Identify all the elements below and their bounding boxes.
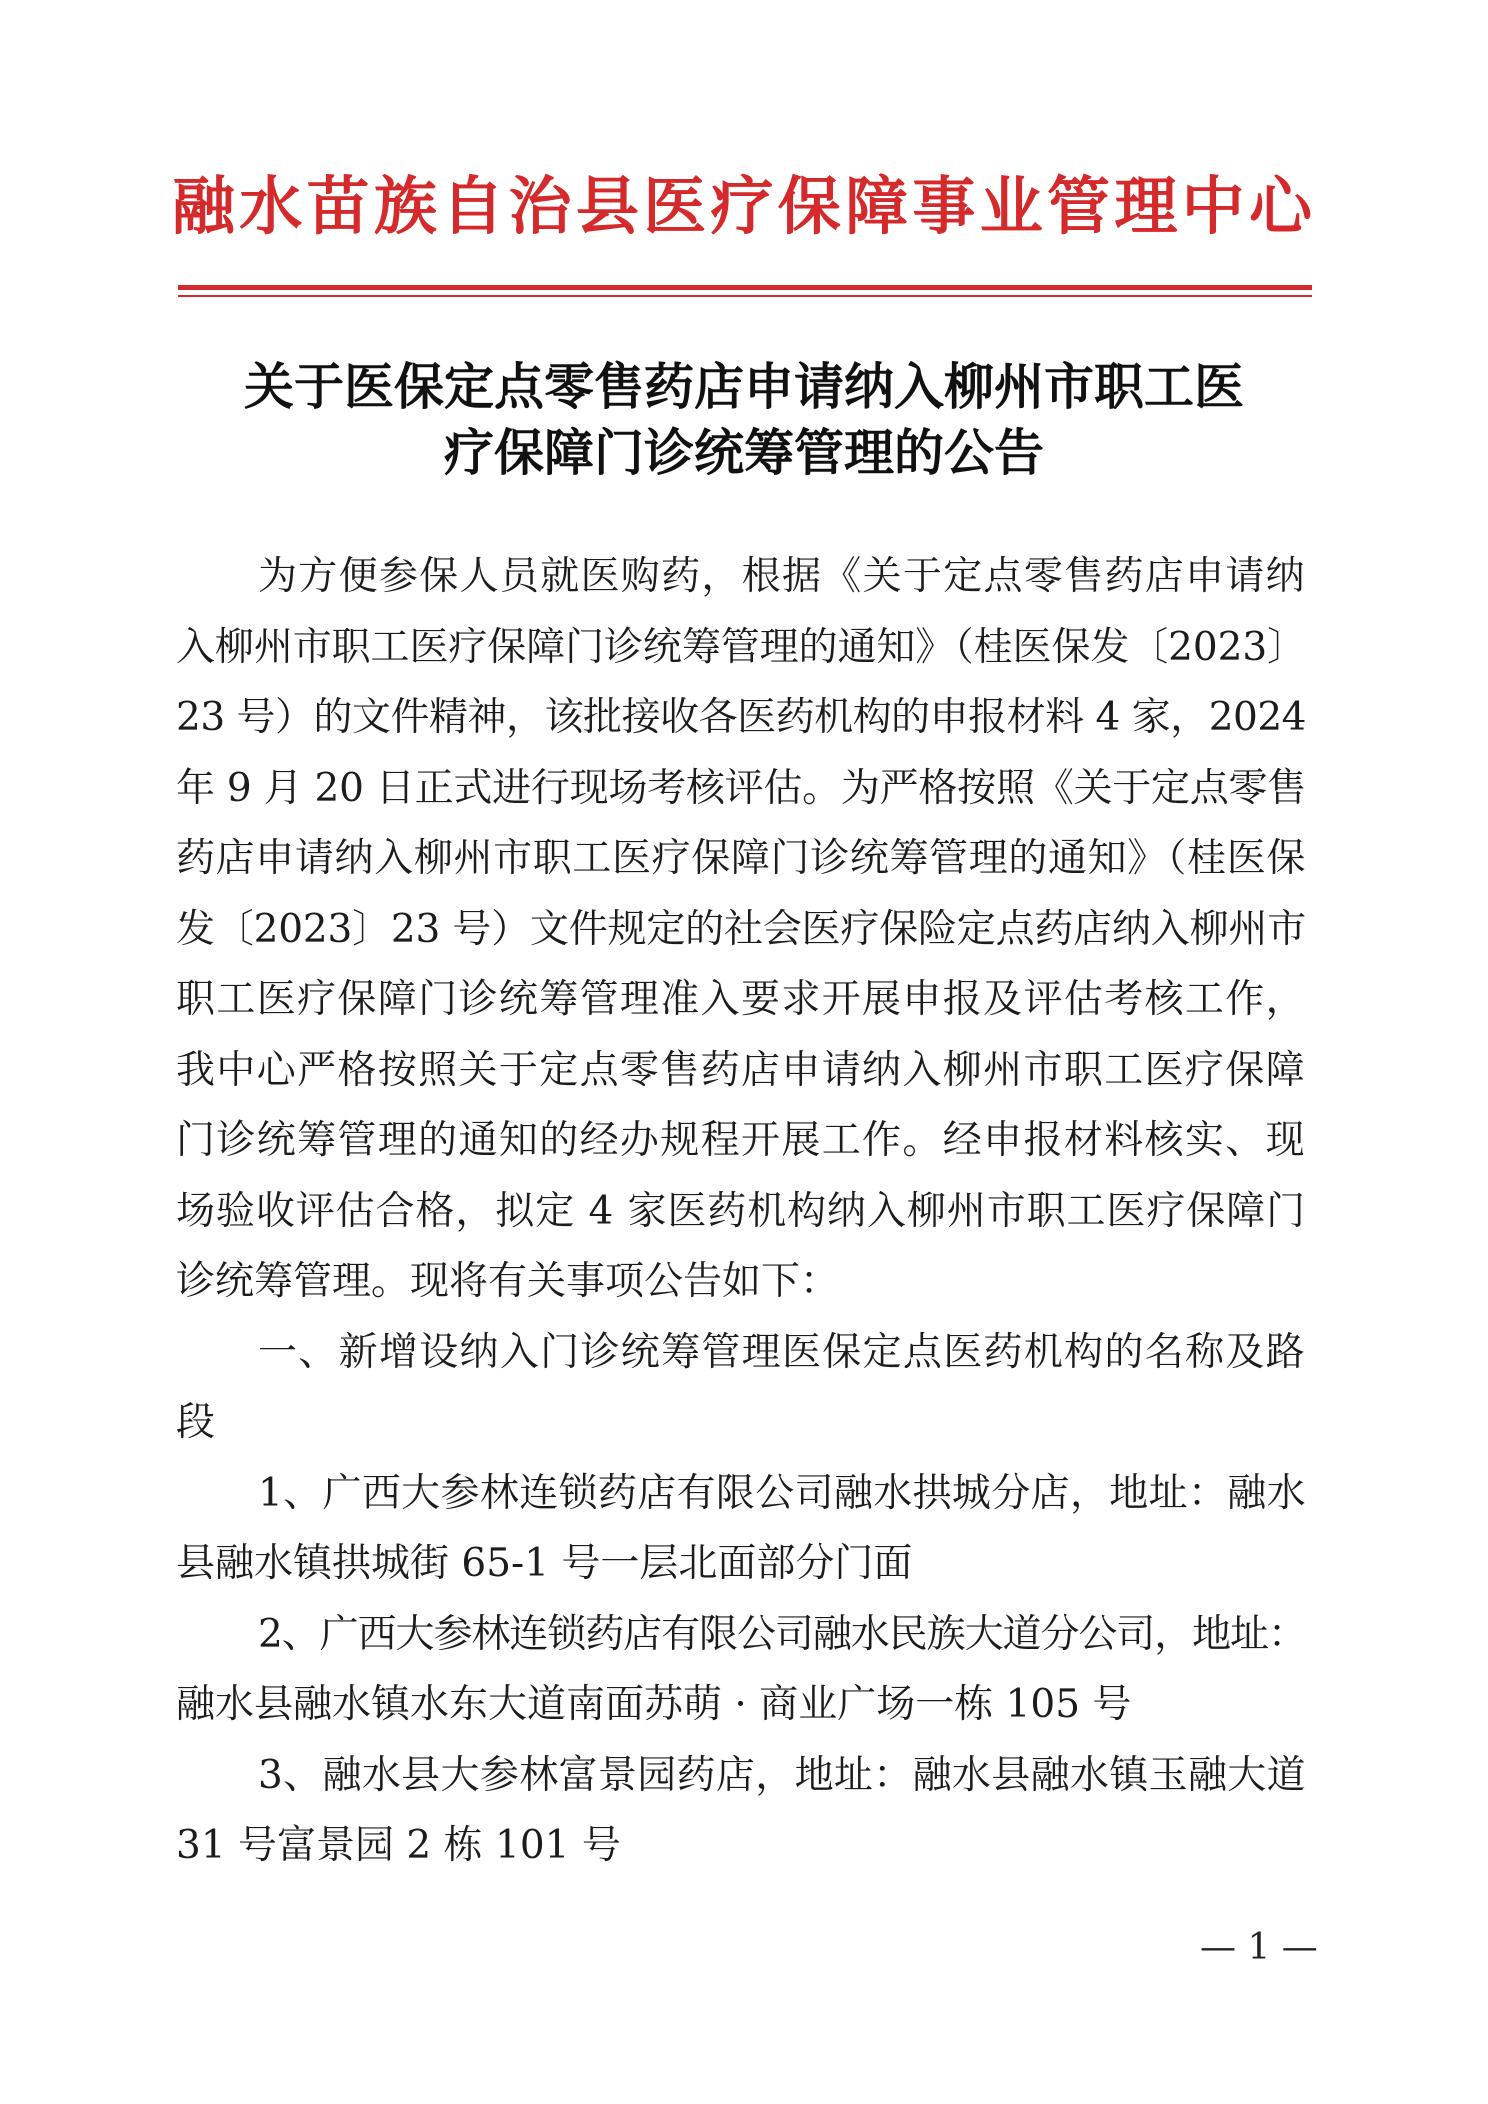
body-text: 23 号）的文件精神，该批接收各医药机构的申报材料 4 家，2024	[176, 695, 1306, 740]
header-divider-thick	[178, 285, 1312, 290]
body-text-line	[176, 1741, 1306, 1812]
body-text: 年 9 月 20 日正式进行现场考核评估。为严格按照《关于定点零售	[176, 765, 1306, 811]
body-text-line	[176, 1106, 1306, 1177]
body-text: 段	[176, 1400, 216, 1445]
body-text-line	[176, 613, 1306, 684]
body-text: 县融水镇拱城街 65-1 号一层北面部分门面	[176, 1541, 913, 1586]
body-text-line	[176, 1036, 1306, 1107]
body-text-line	[176, 824, 1306, 895]
body-text-line	[176, 1600, 1306, 1671]
body-text: 2、广西大参林连锁药店有限公司融水民族大道分公司，地址：	[258, 1611, 1306, 1657]
body-text-line	[176, 1388, 1306, 1459]
body-text: 3、融水县大参林富景园药店，地址：融水县融水镇玉融大道	[258, 1752, 1306, 1798]
page-number: — 1 —	[1200, 1927, 1318, 1968]
organization-header: 融水苗族自治县医疗保障事业管理中心	[172, 169, 1314, 243]
document-title	[0, 354, 1488, 486]
body-text-line	[176, 542, 1306, 613]
body-text: 融水县融水镇水东大道南面苏萌 · 商业广场一栋 105 号	[176, 1682, 1132, 1727]
body-text-line	[176, 895, 1306, 966]
body-text-line	[176, 1177, 1306, 1248]
body-text: 一、新增设纳入门诊统筹管理医保定点医药机构的名称及路	[258, 1329, 1306, 1375]
body-text-line	[176, 1247, 1306, 1318]
body-text: 1、广西大参林连锁药店有限公司融水拱城分店，地址：融水	[258, 1470, 1306, 1516]
body-text: 31 号富景园 2 栋 101 号	[176, 1823, 621, 1868]
header-divider-thin	[178, 295, 1312, 297]
body-text: 场验收评估合格，拟定 4 家医药机构纳入柳州市职工医疗保障门	[176, 1188, 1306, 1234]
body-text-line	[176, 965, 1306, 1036]
body-text: 为方便参保人员就医购药，根据《关于定点零售药店申请纳	[258, 554, 1306, 599]
body-text-line	[176, 1318, 1306, 1389]
body-text-line	[176, 1459, 1306, 1530]
body-text-line	[176, 1529, 1306, 1600]
body-text-line	[176, 683, 1306, 754]
body-text: 发〔2023〕23 号）文件规定的社会医疗保险定点药店纳入柳州市	[176, 906, 1306, 952]
body-text: 职工医疗保障门诊统筹管理准入要求开展申报及评估考核工作，	[176, 977, 1306, 1022]
body-text-line	[176, 754, 1306, 825]
body-text: 门诊统筹管理的通知的经办规程开展工作。经申报材料核实、现	[176, 1118, 1306, 1163]
body-text: 诊统筹管理。现将有关事项公告如下：	[176, 1259, 840, 1304]
body-text: 入柳州市职工医疗保障门诊统筹管理的通知》（桂医保发〔2023〕	[176, 624, 1306, 670]
document-body	[176, 542, 1306, 1882]
body-text-line	[176, 1670, 1306, 1741]
title-line: 疗保障门诊统筹管理的公告	[444, 423, 1044, 482]
title-line: 关于医保定点零售药店申请纳入柳州市职工医	[244, 357, 1244, 416]
body-text: 我中心严格按照关于定点零售药店申请纳入柳州市职工医疗保障	[176, 1047, 1306, 1093]
body-text-line	[176, 1811, 1306, 1882]
body-text: 药店申请纳入柳州市职工医疗保障门诊统筹管理的通知》（桂医保	[176, 836, 1306, 881]
